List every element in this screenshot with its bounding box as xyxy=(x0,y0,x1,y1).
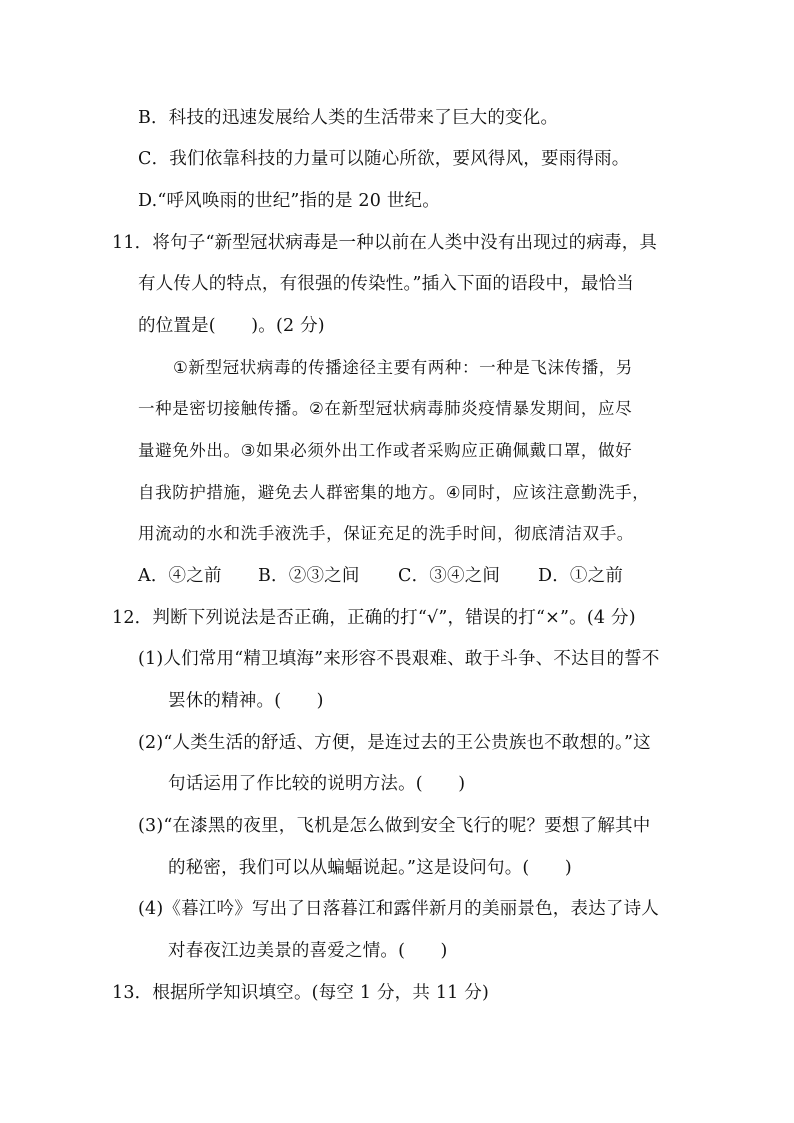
q11-option-a: A．④之前 xyxy=(138,566,222,586)
q12-item-4-line-2: 对春夜江边美景的喜爱之情。( ) xyxy=(168,941,448,961)
q11-option-c: C．③④之间 xyxy=(398,566,501,586)
q11-option-b: B．②③之间 xyxy=(258,566,360,586)
q11-options xyxy=(138,564,623,588)
q11-passage-line-1: ①新型冠状病毒的传播途径主要有两种：一种是飞沫传播，另 xyxy=(173,358,633,377)
q12-item-1-line-2: 罢休的精神。( ) xyxy=(168,691,324,711)
q11-stem-text-1: 将句子“新型冠状病毒是一种以前在人类中没有出现过的病毒，具 xyxy=(152,233,658,253)
q11-passage-line-2: 一种是密切接触传播。②在新型冠状病毒肺炎疫情暴发期间，应尽 xyxy=(138,399,633,418)
q11-number: 11． xyxy=(112,233,153,253)
q11-passage-line-3: 量避免外出。③如果必须外出工作或者采购应正确佩戴口罩，做好 xyxy=(138,441,633,460)
q12-number: 12． xyxy=(112,608,153,628)
q12-item-4-line-1: (4)《暮江吟》写出了日落暮江和露伴新月的美丽景色，表达了诗人 xyxy=(138,899,659,919)
q12-item-3-line-2: 的秘密，我们可以从蝙蝠说起。”这是设问句。( ) xyxy=(168,858,572,878)
q10-option-d: D.“呼风唤雨的世纪”指的是 20 世纪。 xyxy=(138,191,440,211)
q10-option-b: B．科技的迅速发展给人类的生活带来了巨大的变化。 xyxy=(138,108,559,128)
q11-passage-line-4: 自我防护措施，避免去人群密集的地方。④同时，应该注意勤洗手， xyxy=(138,483,650,502)
q11-stem-line-3: 的位置是( )。(2 分) xyxy=(138,316,325,336)
q12-item-2-line-2: 句话运用了作比较的说明方法。( ) xyxy=(168,774,466,794)
q11-stem-line-1 xyxy=(112,231,657,255)
q11-option-d: D．①之前 xyxy=(538,566,624,586)
q12-item-2-line-1: (2)“人类生活的舒适、方便，是连过去的王公贵族也不敢想的。”这 xyxy=(138,733,651,753)
q13-stem xyxy=(112,981,489,1005)
q12-stem xyxy=(112,606,636,630)
q12-stem-text: 判断下列说法是否正确，正确的打“√”，错误的打“×”。(4 分) xyxy=(152,608,636,628)
q11-passage-line-5: 用流动的水和洗手液洗手，保证充足的洗手时间，彻底清洁双手。 xyxy=(138,524,634,543)
q12-item-3-line-1: (3)“在漆黑的夜里，飞机是怎么做到安全飞行的呢？要想了解其中 xyxy=(138,816,651,836)
q10-option-c: C．我们依靠科技的力量可以随心所欲，要风得风，要雨得雨。 xyxy=(138,149,630,169)
q11-stem-line-2: 有人传人的特点，有很强的传染性。”插入下面的语段中，最恰当 xyxy=(138,274,634,294)
q13-stem-text: 根据所学知识填空。(每空 1 分，共 11 分) xyxy=(152,983,489,1003)
q13-number: 13． xyxy=(112,983,153,1003)
q12-item-1-line-1: (1)人们常用“精卫填海”来形容不畏艰难、敢于斗争、不达目的誓不 xyxy=(138,649,660,669)
